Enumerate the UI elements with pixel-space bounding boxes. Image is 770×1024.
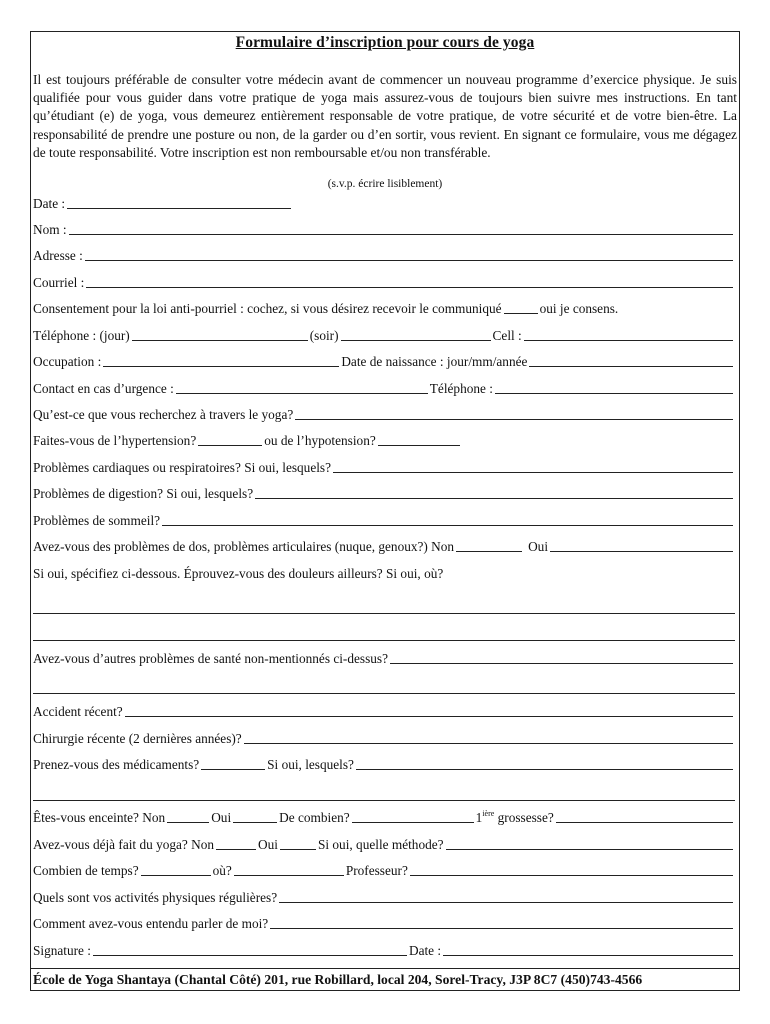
grossesse-field[interactable] [556,809,733,823]
chirurgie-row [33,729,735,747]
medicaments2-label: Si oui, lesquels? [267,757,354,772]
dos-oui-field[interactable] [550,538,733,552]
sommeil-row [33,511,735,529]
tel-soir-label: (soir) [309,328,339,343]
sommeil-field[interactable] [162,512,733,526]
signature-field[interactable] [93,942,407,956]
courriel-label: Courriel : [33,275,85,290]
chirurgie-label: Chirurgie récente (2 dernières années)? [33,731,242,746]
courriel-row [33,273,735,291]
premiere-num: 1 [475,810,483,825]
date-label: Date : [33,196,66,211]
ou-label: où? [212,863,232,878]
methode-label: Si oui, quelle méthode? [318,837,444,852]
ou-field[interactable] [234,862,344,876]
autres-row [33,649,735,667]
tension-row [33,431,462,449]
write-legibly-note: (s.v.p. écrire lisiblement) [327,178,443,190]
combien-temps-field[interactable] [141,862,211,876]
yoga-row [33,835,735,853]
recherche-row [33,405,735,423]
autres-field[interactable] [390,650,733,664]
adresse-label: Adresse : [33,248,83,263]
specifiez-row [33,564,735,582]
contact-field[interactable] [176,380,428,394]
hyper-field[interactable] [198,432,262,446]
occupation-field[interactable] [103,353,339,367]
courriel-field[interactable] [86,274,733,288]
enceinte-row [33,808,735,826]
consent-end-label: oui je consens. [539,301,619,316]
digestion-label: Problèmes de digestion? Si oui, lesquels? [33,486,254,501]
yoga-oui-label: Oui [258,837,278,852]
medicaments-label: Prenez-vous des médicaments? [33,757,200,772]
dos-non-field[interactable] [456,538,522,552]
autres-line-2[interactable] [33,692,735,694]
yoga-non-field[interactable] [216,836,256,850]
intro-paragraph: Il est toujours préférable de consulter votre médecin avant de commencer un nouveau programme d’exercice physique. Je suis qualifiée pour vous guider dans votre pratique de yoga mais assurez-vous de toujours bien suivre mes instructions. En tant qu’étudiant (e) de yoga, vous demeurez entièrement responsable de votre pratique, de votre sécurité et de votre bien-être. La responsabilité de prendre une posture ou non, de la garder ou d’en sortir, vous revient. En signant ce formulaire, vous me dégagez de toute responsabilité. Votre inscription est non remboursable et/ou non transférable. [33,72,737,160]
cardiaque-row [33,458,735,476]
grossesse-label: grossesse? [497,810,554,825]
accident-label: Accident récent? [33,704,123,719]
accident-row [33,702,735,720]
methode-field[interactable] [446,836,733,850]
yoga-deja-label: Avez-vous déjà fait du yoga? Non [33,837,215,852]
tel-jour-field[interactable] [132,327,308,341]
recherche-field[interactable] [295,406,733,420]
tel-soir-field[interactable] [341,327,491,341]
signature-row [33,941,735,959]
medicaments-line-2[interactable] [33,799,735,801]
date-field[interactable] [67,195,291,209]
premiere-sup: ière [482,809,495,818]
consent-field[interactable] [504,300,538,314]
dos-oui-label: Oui [528,539,549,554]
autres-label: Avez-vous d’autres problèmes de santé non-mentionnés ci-dessus? [33,651,388,666]
medicaments-row [33,755,735,773]
form-title: Formulaire d’inscription pour cours de yoga [235,34,535,51]
sommeil-label: Problèmes de sommeil? [33,513,161,528]
digestion-field[interactable] [255,485,733,499]
hyper-label: Faites-vous de l’hypertension? [33,433,197,448]
dos-label: Avez-vous des problèmes de dos, problèmes articulaires (nuque, genoux?) Non [33,539,455,554]
cardiaque-field[interactable] [333,459,733,473]
adresse-field[interactable] [85,247,733,261]
contact-tel-field[interactable] [495,380,733,394]
cell-field[interactable] [524,327,733,341]
specifiez-label: Si oui, spécifiez ci-dessous. Éprouvez-vous des douleurs ailleurs? Si oui, où? [33,566,444,581]
hypo-label: ou de l’hypotension? [264,433,376,448]
douleurs-line-2[interactable] [33,639,735,641]
dos-row [33,537,735,555]
cell-label: Cell : [492,328,522,343]
combien-label: De combien? [279,810,350,825]
digestion-row [33,484,735,502]
cardiaque-label: Problèmes cardiaques ou respiratoires? Si oui, lesquels? [33,460,331,475]
enceinte-oui-label: Oui [211,810,232,825]
contact-tel-label: Téléphone : [429,381,493,396]
occupation-row [33,352,735,370]
entendu-label: Comment avez-vous entendu parler de moi? [33,916,269,931]
tel-jour-label: Téléphone : (jour) [33,328,130,343]
contact-row [33,379,735,397]
professeur-label: Professeur? [345,863,408,878]
nom-field[interactable] [69,221,733,235]
accident-field[interactable] [125,703,733,717]
medicaments-field[interactable] [201,756,265,770]
sig-date-label: Date : [408,943,442,958]
form-frame [30,31,740,991]
sig-date-field[interactable] [443,942,733,956]
enceinte-label: Êtes-vous enceinte? Non [33,810,166,825]
professeur-field[interactable] [410,862,733,876]
yoga-oui-field[interactable] [280,836,316,850]
entendu-row [33,914,735,932]
signature-label: Signature : [33,943,91,958]
adresse-row [33,246,735,264]
date-row [33,194,293,212]
duree-row [33,861,735,879]
nom-row [33,220,735,238]
occupation-label: Occupation : [33,354,102,369]
school-footer: École de Yoga Shantaya (Chantal Côté) 201, rue Robillard, local 204, Sorel-Tracy, J3P 8C7 (450)743-4566 [31,968,739,993]
telephone-row [33,326,735,344]
enceinte-non-field[interactable] [167,809,209,823]
hypo-field[interactable] [378,432,460,446]
combien-temps-label: Combien de temps? [33,863,139,878]
nom-label: Nom : [33,222,67,237]
premiere-label [476,810,554,826]
contact-label: Contact en cas d’urgence : [33,381,174,396]
medicaments2-field[interactable] [356,756,733,770]
consent-label: Consentement pour la loi anti-pourriel : cochez, si vous désirez recevoir le communiqué [33,301,502,316]
naissance-field[interactable] [529,353,733,367]
douleurs-line-1[interactable] [33,612,735,614]
activites-field[interactable] [279,889,733,903]
enceinte-oui-field[interactable] [233,809,277,823]
chirurgie-field[interactable] [244,730,733,744]
recherche-label: Qu’est-ce que vous recherchez à travers le yoga? [33,407,294,422]
consent-row [33,299,735,317]
activites-label: Quels sont vos activités physiques régulières? [33,890,278,905]
activites-row [33,888,735,906]
naissance-label: Date de naissance : jour/mm/année [341,354,528,369]
entendu-field[interactable] [270,915,733,929]
combien-field[interactable] [352,809,474,823]
